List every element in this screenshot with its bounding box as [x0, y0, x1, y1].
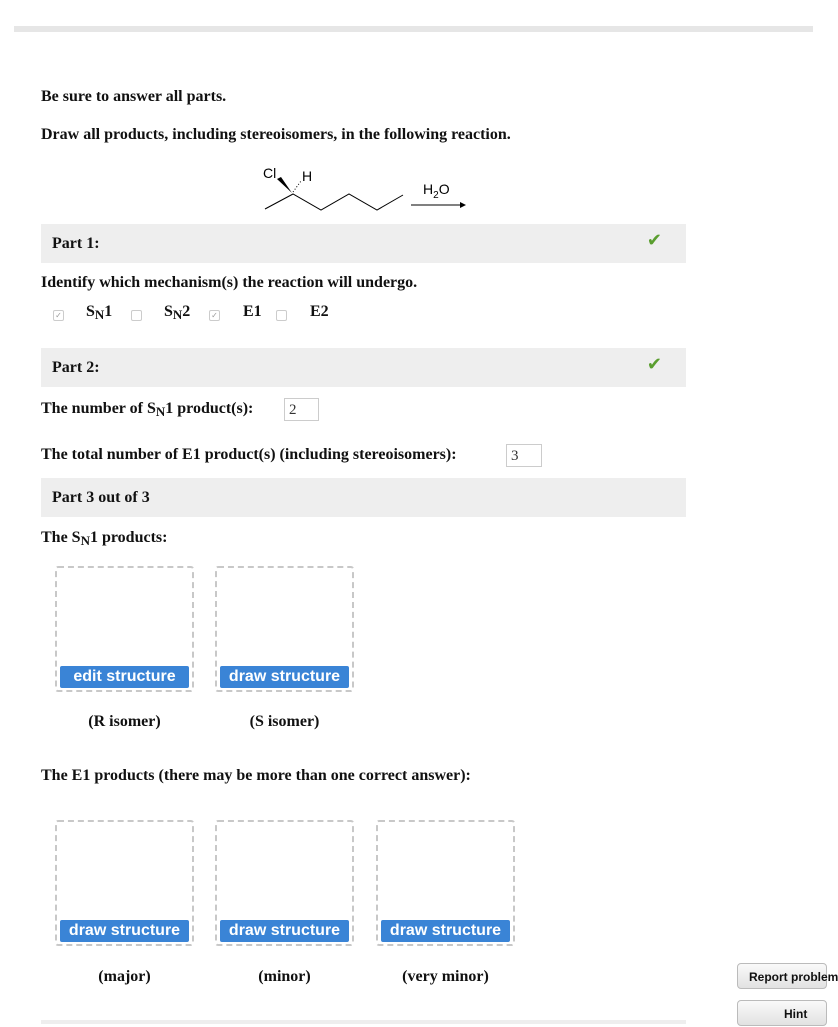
draw-structure-button[interactable]: draw structure: [220, 666, 349, 688]
part1-prompt: Identify which mechanism(s) the reaction will undergo.: [41, 274, 418, 291]
checkbox-sn2[interactable]: [131, 310, 142, 321]
r-isomer-label: (R isomer): [88, 713, 161, 730]
checkbox-e2[interactable]: [276, 310, 287, 321]
svg-text:H2O: $H_2O$: [423, 181, 450, 201]
e1-structure-box-major[interactable]: [55, 820, 194, 946]
e1-structure-box-very-minor[interactable]: [376, 820, 515, 946]
very-minor-label: (very minor): [402, 968, 489, 985]
e1-count-label: The total number of E1 product(s) (including stereoisomers):: [41, 446, 457, 463]
checkbox-e1[interactable]: ✓: [209, 310, 220, 321]
s-isomer-label: (S isomer): [249, 713, 320, 730]
part3-header: Part 3 out of 3: [41, 478, 686, 517]
e1-count-input[interactable]: 3: [506, 444, 542, 467]
option-sn1: SN1: [86, 303, 113, 322]
sn1-structure-box-r[interactable]: [55, 566, 194, 692]
edit-structure-button[interactable]: edit structure: [60, 666, 189, 688]
e1-structure-box-minor[interactable]: [215, 820, 354, 946]
chlorine-label: Cl: [263, 165, 277, 181]
hydrogen-label: H: [302, 168, 313, 184]
sn1-count-label: The number of SN1 product(s):: [41, 400, 254, 419]
top-bar: [14, 26, 813, 32]
part2-header: Part 2: ✔: [41, 348, 686, 387]
reaction-diagram: [255, 163, 475, 215]
draw-structure-button[interactable]: draw structure: [381, 920, 510, 942]
check-icon: ✔: [646, 354, 662, 375]
option-e1: E1: [243, 303, 262, 320]
option-e2: E2: [310, 303, 329, 320]
option-sn2: SN2: [164, 303, 191, 322]
sn1-products-heading: The SN1 products:: [41, 529, 168, 548]
report-problem-button[interactable]: Report problem: [737, 963, 827, 989]
question-text: Draw all products, including stereoisomers, in the following reaction.: [41, 126, 511, 143]
minor-label: (minor): [258, 968, 311, 985]
draw-structure-button[interactable]: draw structure: [60, 920, 189, 942]
instructions: Be sure to answer all parts.: [41, 88, 227, 105]
e1-products-heading: The E1 products (there may be more than one correct answer):: [41, 767, 471, 784]
check-icon: ✔: [646, 230, 662, 251]
sn1-count-input[interactable]: 2: [284, 398, 319, 421]
draw-structure-button[interactable]: draw structure: [220, 920, 349, 942]
major-label: (major): [98, 968, 151, 985]
bottom-divider: [41, 1020, 686, 1024]
checkbox-sn1[interactable]: ✓: [53, 310, 64, 321]
part1-header: Part 1: ✔: [41, 224, 686, 263]
sn1-structure-box-s[interactable]: [215, 566, 354, 692]
hint-button[interactable]: Hint: [737, 1000, 827, 1026]
